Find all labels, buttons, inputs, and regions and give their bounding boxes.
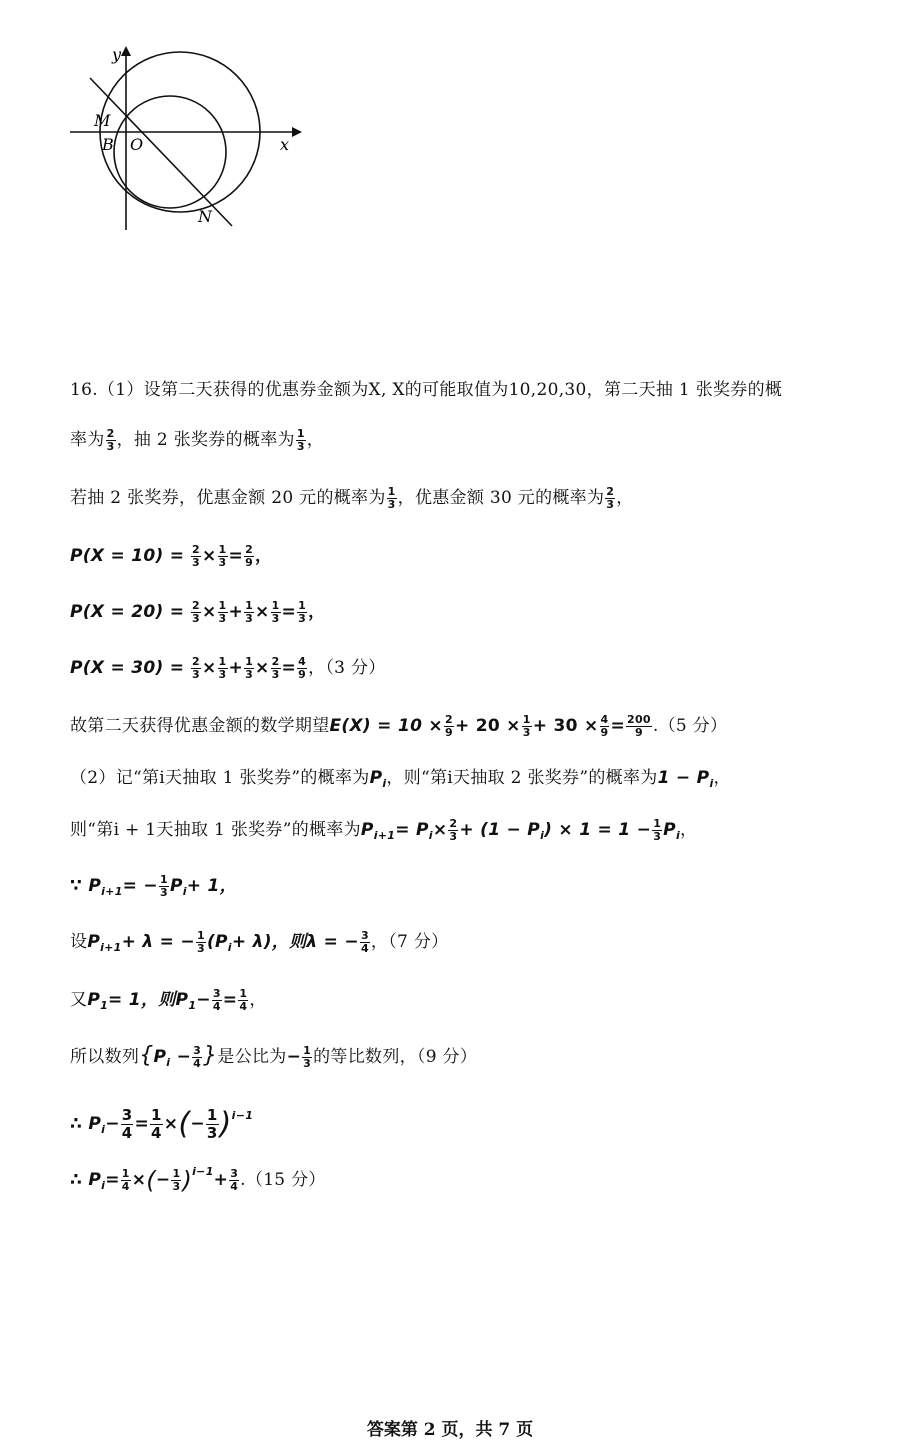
q16-line-1: 16.（1）设第二天获得的优惠券金额为X, X的可能取值为10,20,30，第二天抽 1 张奖券的概 [70, 380, 783, 400]
page-footer: 答案第 2 页，共 7 页 [366, 1420, 534, 1440]
q16-p30: P(X = 30) = $\frac{2}{3}$ × $\frac{1}{3}$ + $\frac{1}{3}$ × $\frac{2}{3}$ = $\frac{4}{9}$ ，（3 分） [70, 655, 386, 681]
y-axis-arrow [121, 46, 131, 56]
q16-therefore-line-1: ∴ $P_i-$ $\frac{3}{4}$ = $\frac{1}{4}$ ×(− $\frac{1}{3}$ )$^{i-1}$ [70, 1106, 254, 1142]
q16-again-line: 又$P_1= 1$，则$P_1-$ $\frac{3}{4}$ = $\frac{1}{4}$ ， [70, 987, 267, 1013]
q16-set-line: 设$P_{i+1}+ \lambda$ = − $\frac{1}{3}$ $(P_i+ \lambda)$，则λ = − $\frac{3}{4}$ ，（7 分） [70, 929, 449, 955]
label-y: y [112, 45, 122, 64]
label-x: x [280, 135, 290, 154]
label-n: N [198, 207, 212, 226]
q16-p10: P(X = 10) = $\frac{2}{3}$ × $\frac{1}{3}$ = $\frac{2}{9}$ ， [70, 543, 273, 569]
q16-line-3: 若抽 2 张奖券，优惠金额 20 元的概率为 $\frac{1}{3}$ ，优惠金额 30 元的概率为 $\frac{2}{3}$ ， [70, 485, 634, 511]
q16-since-line: ∵ $P_{i+1}=$ − $\frac{1}{3}$ $P_i+ 1$， [70, 873, 237, 899]
q16-sequence-line: 所以数列{$P_i$ − $\frac{3}{4}$ }是公比为− $\frac{1}{3}$ 的等比数列，（9 分） [70, 1043, 478, 1070]
label-o: O [130, 135, 144, 154]
geometry-figure [60, 40, 310, 240]
label-m: M [94, 111, 111, 130]
q16-expectation: 故第二天获得优惠金额的数学期望E(X) = 10 × $\frac{2}{9}$ + 20 × $\frac{1}{3}$ + 30 × $\frac{4}{9}$ = $\frac{200}{9}$ .（5 分） [70, 713, 728, 739]
q16-therefore-line-2: ∴ $P_i=$ $\frac{1}{4}$ ×(− $\frac{1}{3}$ )$^{i-1}$+ $\frac{3}{4}$ .（15 分） [70, 1165, 326, 1195]
q16-line-2: 率为 $\frac{2}{3}$ ，抽 2 张奖券的概率为 $\frac{1}{3}$ ， [70, 427, 325, 453]
q16-p20: P(X = 20) = $\frac{2}{3}$ × $\frac{1}{3}$ + $\frac{1}{3}$ × $\frac{1}{3}$ = $\frac{1}{3}$ ， [70, 599, 326, 625]
q16-part2-line-1: （2）记“第i天抽取 1 张奖券”的概率为$P_i$，则“第i天抽取 2 张奖券”的概率为$1 - P_i$， [70, 768, 731, 790]
q16-part2-line-2: 则“第i + 1天抽取 1 张奖券”的概率为$P_{i+1}= P_i\times$ $\frac{2}{3}$ + $(1 - P_i) \times 1 = 1$ − $\frac{1}{3}$ $P_i$， [70, 817, 698, 843]
label-b: B [102, 135, 114, 154]
x-axis-arrow [292, 127, 302, 137]
